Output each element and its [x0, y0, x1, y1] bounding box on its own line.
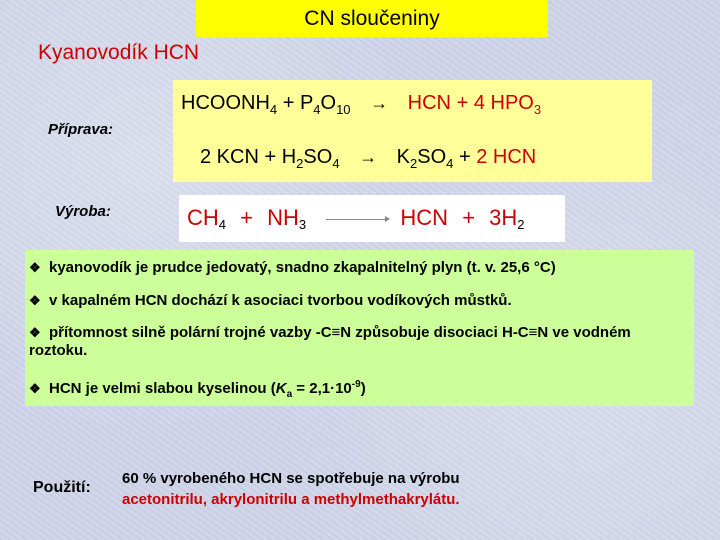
reaction-arrow-icon: → — [359, 147, 378, 167]
slide-title-text: CN sloučeniny — [304, 6, 440, 30]
section-heading: Kyanovodík HCN — [38, 41, 200, 64]
diamond-bullet-icon: ❖ — [29, 381, 41, 396]
list-item: ❖ kyanovodík je prudce jedovatý, snadno zkapalnitelný plyn (t. v. 25,6 °C) — [29, 259, 556, 276]
usage-text — [122, 468, 460, 510]
list-item: ❖ v kapalném HCN dochází k asociaci tvorbou vodíkových můstků. — [29, 292, 512, 309]
diamond-bullet-icon: ❖ — [29, 293, 41, 308]
list-item: ❖ přítomnost silně polární trojné vazby -C≡N způsobuje disociaci H-C≡N ve vodném roztoku. — [29, 324, 631, 359]
diamond-bullet-icon: ❖ — [29, 325, 41, 340]
usage-label: Použití: — [33, 479, 91, 496]
reaction-arrow-icon — [326, 219, 386, 220]
preparation-equation-1: $HCOONH_4 + P_4O_{10}$ → HCN + 4 $HPO_3$ — [181, 92, 542, 117]
diamond-bullet-icon: ❖ — [29, 260, 41, 275]
reaction-arrow-icon: → — [370, 93, 389, 113]
slide-title — [196, 0, 548, 37]
list-item: ❖ HCN je velmi slabou kyselinou $(K_a = 2,1\cdot 10^{-9})$ — [29, 379, 366, 400]
production-equation-box — [179, 195, 565, 242]
production-label: Výroba: — [55, 203, 111, 220]
properties-box — [25, 250, 694, 406]
usage-line-1: 60 % vyrobeného HCN se spotřebuje na výrobu — [122, 470, 460, 487]
usage-line-2: acetonitrilu, akrylonitrilu a methylmethakrylátu. — [122, 491, 460, 508]
preparation-label: Příprava: — [48, 121, 114, 138]
production-equation: $CH_4 + NH_3$ HCN + $3H_2$ — [187, 205, 525, 232]
preparation-equation-2: 2 KCN + $H_2SO_4 \to K_2SO_4 + 2$ HCN — [200, 146, 537, 171]
preparation-box — [173, 80, 652, 182]
